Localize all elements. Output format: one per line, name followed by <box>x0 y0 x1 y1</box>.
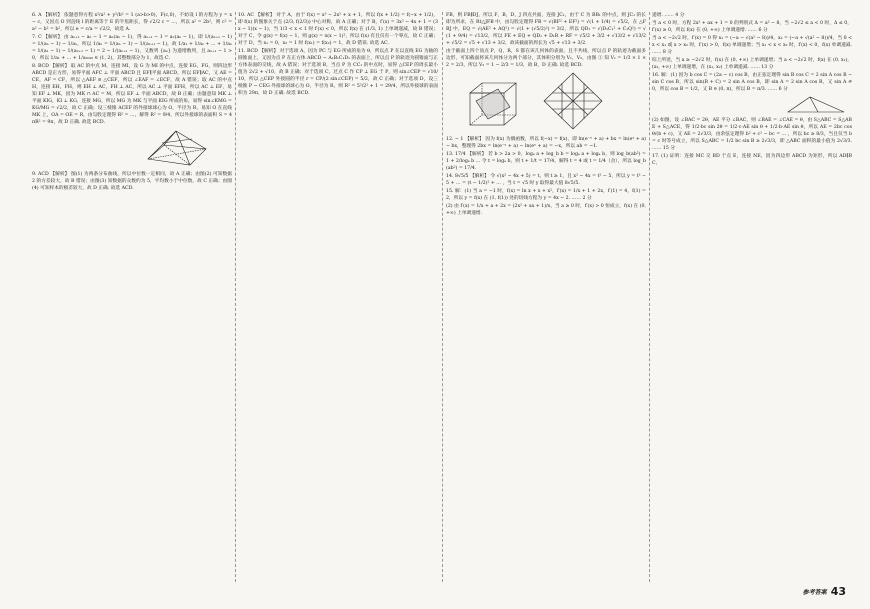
answer-paragraph: FB，则 FB∥DJ，所以 F，B，D，J 四点共面，连接 JC₁，由于 C 为 BB₁ 的中点，则 JC₁ 的长即为所求，在 Rt△JFB 中，由勾股定理得 FB = √(BF² + EF²) = √(1 + 1/4) = √5/2，在 △FBJ 中，EQ = √(AE² + AQ²) = √(1 + (√5/2)²) = 3/2，所以 QD₁ = √(D₁C₁² + C₁Q²) = √(1 + 9/4) = √13/2，所以 FE + EQ + QD₁ + D₁R + RF = √5/2 + 3/2 + √13/2 + √13/2 + √5/2 = √5 + √13 + 3/2，故该截面的周长为 √5 + √13 + 3/2. <box>446 13 646 47</box>
answer-paragraph: 8. BCD 【解析】 取 AC 的中点 M，连接 MI，设 G 为 MI 的中点，连接 EG，FG，则四边形 ABCD 是正方形，易得平面 AFC ⊥ 平面 ABCD 且 EF∥平面 ABCD，所以 EF∥AC，又 AE = CE，AF = CF，所以 △AEF ≌ △CEF，所以 ∠EAF = ∠ECF，故 A 错误；取 AC 的中点 H，连接 EH，FH，则 EH ⊥ AC，FH ⊥ AC，所以 AC ⊥ 平面 EFH，所以 AC ⊥ EF，易知 EF ⊥ MK，因为 MK ∩ AC = M，所以 EF ⊥ 平面 ABCD，故 B 正确；由题意知 MK ⊥ 平面 KIG，KI ⊥ KG，连接 MG，所以 MG 为 MK 与平面 KIG 所成的角，易得 sin∠KMG = KG/MG = √2/2，故 C 正确；设三棱锥 ACEF 的外接球球心为 O，半径为 R，易知 O 在直线 MK 上，OA = OE = R，由勾股定理得 R² = …，解得 R² = 9/4，所以外接球的表面积 S = 4πR² = 9π，故 D 正确. 故选 BCD. <box>32 63 232 126</box>
answer-paragraph: 16. 解：(1) 因为 b cos C = (2a − c) cos B，由正弦定理得 sin B cos C = 2 sin A cos B − sin C cos B，所以 sin(B + C) = 2 sin A cos B，即 sin A = 2 sin A cos B，又 sin A ≠ 0，所以 cos B = 1/2，又 B ∈ (0, π)，所以 B = π/3. …… 6 分 <box>652 72 852 92</box>
pyramid-figure <box>142 127 212 169</box>
answer-paragraph: 14. 8√5/5 【解析】 令 √(x² − 4x + 5) = t，则 t ≥ 1，且 x² − 4x = t² − 5，所以 y = t² − 5 + … = (t − 1/2)² + … ，当 t = √5 时 y 取得最大值 8√5/5. <box>446 174 646 187</box>
answer-paragraph: (2) 如图，设 ∠BAC = 2θ，AE 平分 ∠BAC，则 ∠BAE = ∠CAE = θ，由 S△ABC = S△ABE + S△ACE，得 1/2·bc sin 2θ = 1/2·c·AE sin θ + 1/2·b·AE sin θ，所以 AE = 2bc cos θ/(b + c)，又 AE = 2√3/3，由余弦定理得 b² + c² − bc = … ，所以 bc ≥ 8/3，当且仅当 b = c 时等号成立，所以 S△ABC = 1/2 bc sin B ≥ 2√3/3，即 △ABC 面积的最小值为 2√3/3. …… 15 分 <box>652 117 852 151</box>
answer-paragraph: 综上所述，当 a ≥ −2√2 时，f(x) 在 (0, +∞) 上单调递增；当 a < −2√2 时，f(x) 在 (0, x₁)，(x₂, +∞) 上单调递增，在 (x₁, x₂) 上单调递减. …… 13 分 <box>652 57 852 70</box>
answer-paragraph: 13. 17/4 【解析】 若 b > 2a > 0，logₐ a + log_b b = logₐ a + logₐ b，则 log_b(ab²) = 1 + 2/logₐ b … 令 t = logₐ b，则 t + 1/t = 17/4，解得 t = 4 或 t = 1/4（舍），所以 log_b(ab²) = 17/4. <box>446 152 646 172</box>
answer-paragraph: 7. C 【解析】 由 aₙ₊₁ − aₙ − 1 = aₙ(aₙ − 1)，得 aₙ₊₁ − 1 = aₙ(aₙ − 1)，即 1/(aₙ₊₁ − 1) = 1/(aₙ − 1) − 1/aₙ，所以 1/aₙ = 1/(aₙ − 1) − 1/(aₙ₊₁ − 1)，故 1/a₁ + 1/a₂ + … + 1/aₙ = 1/(a₁ − 1) − 1/(aₙ₊₁ − 1) = 2 − 1/(aₙ₊₁ − 1)，又数列 {aₙ} 为递增数列，且 aₙ₊₁ − 1 > 0，所以 1/a₁ + … + 1/a₂₀₂₀ ∈ (1, 2)，其整数部分为 1，故选 C. <box>32 34 232 62</box>
answer-paragraph: 11. BCD 【解析】 对于选项 A，因为 PC 与 EG 所成的角为 θ，所以点 P 在以直线 EG 为轴的圆锥面上，又因为点 P 在正方体 ABCD − A₁B₁C₁D₁ 的表面上，所以点 P 的轨迹为圆锥面与正方体表面的交线，故 A 错误；对于选项 B，当点 P 为 CC₁ 的中点时，易得 △CEP 的周长最小值为 2√2 + √10，故 B 正确；对于选项 C，过点 C 作 CP ⊥ EG 于 P，则 sin∠CEP = √10/10，所以 △CEP 外接圆的半径 r = CP/(2 sin∠CEP) = 5/2，故 C 正确；对于选项 D，设三棱锥 P − CEG 外接球的球心为 O，半径为 R，则 R² = 5²/2² + 1 = 29/4，所以外接球的表面积为 29π，故 D 正确. 故选 BCD. <box>238 49 438 97</box>
answer-column-1 <box>32 12 232 580</box>
answer-paragraph: 9. ACD 【解析】 图(1) 为两条分布曲线，所以中位数一定相同，故 A 正确；由图(2) 可知数据 2 的方差较大，故 B 错误；由图(3) 知数据的众数约为 5，平均数小于中位数，故 C 正确；由图(4) 可知样本的极差较大，故 D 正确. 故选 ACD. <box>32 172 232 192</box>
answer-paragraph: 15. 解：(1) 当 a = −1 时，f(x) = ln x + x + x²，f′(x) = 1/x + 1 + 2x，f′(1) = 4，f(1) = 2，所以 y = f(x) 在 (1, f(1)) 处的切线方程为 y = 4x − 2. …… 2 分 <box>446 188 646 201</box>
answer-paragraph: 递增. …… 4 分 <box>652 13 685 18</box>
figure-row <box>460 71 646 133</box>
answer-paragraph: 由于截面上四个顶点 P，Q，R，S 都在该几何体的表面，且不共线，所以点 P 的轨迹为截面多边形，可知截面将该几何体分为两个部分，其体积分别为 V₁，V₂，由图 ① 知 V₁ = 1/3 × 1 × 2 = 2/3，所以 V₂ = 1 − 2/3 = 1/3，故 B，D 正确. 故选 BCD. <box>446 49 646 69</box>
answer-column-2 <box>238 12 438 580</box>
answer-column-4 <box>652 12 852 580</box>
answer-column-3 <box>446 12 646 580</box>
answer-paragraph: 当 a < −2√2 时，f′(x) = 0 得 x₁ = (−a − √(a² − 8))/4，x₂ = (−a + √(a² − 8))/4，当 0 < x < x₁ 或 x > x₂ 时，f′(x) > 0，f(x) 单调递增；当 x₁ < x < x₂ 时，f′(x) < 0，f(x) 单调递减. …… 8 分 <box>652 35 852 55</box>
answer-paragraph: 17. (1) 证明：连接 MC 交 BD 于点 E，连接 NE，因为四边形 ABCD 为矩形，所以 AD∥BC， <box>652 153 852 166</box>
answer-paragraph: 12. − 1 【解析】 因为 f(x) 为偶函数，所以 f(−x) = f(x)，即 ln(e⁻ˣ + a) + bx = ln(eˣ + a) − bx，整理得 2bx = ln(e⁻ˣ + a) − ln(eˣ + a) = −x，所以 ab = −1. <box>446 137 646 150</box>
column-divider <box>442 12 443 582</box>
triangle-figure <box>784 94 848 116</box>
page-footer <box>803 583 846 599</box>
page-number: 43 <box>830 584 846 598</box>
answer-paragraph: 10. AC 【解析】 对于 A，由于 f(x) = x³ − 2x² + x + 1，所以 f(x + 1/2) = f(−x + 1/2)，即 f(x) 的图象关于点 (2/3, f(2/3)) 中心对称，故 A 正确；对于 B，f′(x) = 3x² − 4x + 1 = (3x − 1)(x − 1)，当 1/3 < x < 1 时 f′(x) < 0，所以 f(x) 在 (1/3, 1) 上单调递减，故 B 错误；对于 C，令 g(x) = f(x) − 1，则 g(x) = x(x − 1)²，所以 f(x) 有且仅有一个零点，故 C 正确；对于 D，当 x₁ = 0，x₂ = 1 时 f(x₁) = f(x₂) = 1，故 D 错误. 故选 AC. <box>238 13 438 47</box>
footer-label: 参考答案 <box>802 588 827 596</box>
column-divider <box>649 12 650 582</box>
column-divider <box>235 12 236 582</box>
answer-paragraph: 6. A 【解析】 依题意得方程 x²/a² + y²/b² = 1 (a>b>0)，F(c,0)，不妨设 l 的方程为 y = x − c，又因点 O 到直线 l 的距离等于 E 的半焦距长，得 √2/2 c = ...，所以 a² = 2b²，则 c² = a² − b² = b²，所以 e = c/a = √2/2，故选 A. <box>32 13 232 33</box>
answer-paragraph: (2) 由 f′(x) = 1/x + a + 2x = (2x² + ax + 1)/x，当 a ≥ 0 时，f′(x) > 0 恒成立，f(x) 在 (0, +∞) 上单调递增. <box>446 203 646 216</box>
answer-paragraph: 当 a < 0 时，方程 2x² + ax + 1 = 0 的判别式 Δ = a² − 8，当 −2√2 ≤ a < 0 时，Δ ≤ 0，f′(x) ≥ 0，所以 f(x) 在 (0, +∞) 上单调递增. …… 6 分 <box>652 20 852 33</box>
cube-section-figure-2 <box>540 71 606 133</box>
cube-section-figure-1 <box>460 71 526 133</box>
